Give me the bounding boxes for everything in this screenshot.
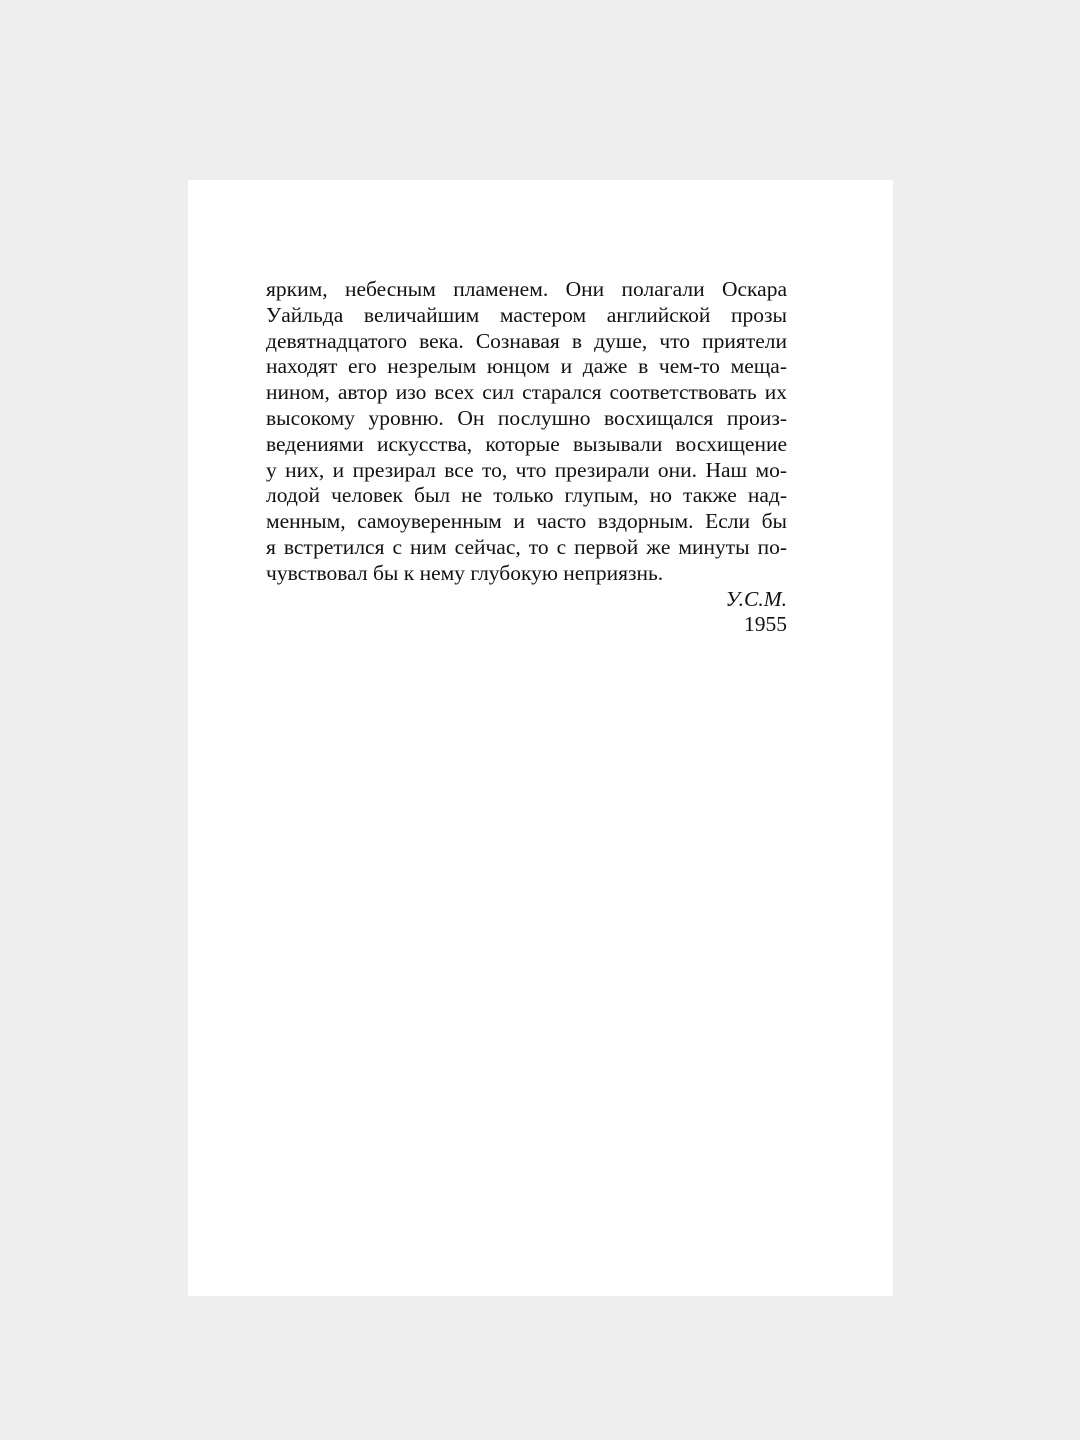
text-line: Уайльда величайшим мастером английской прозы — [266, 302, 787, 327]
text-line: у них, и презирал все то, что презирали они. Наш мо- — [266, 457, 787, 482]
text-line: я встретился с ним сейчас, то с первой же минуты по- — [266, 534, 787, 559]
text-line: нином, автор изо всех сил старался соответствовать их — [266, 380, 787, 405]
text-line: лодой человек был не только глупым, но также над- — [266, 483, 787, 508]
author-initials: У.С.М. — [725, 586, 787, 611]
text-line: менным, самоуверенным и часто вздорным. Если бы — [266, 509, 787, 534]
text-line-last: чувствовал бы к нему глубокую неприязнь. — [266, 560, 664, 585]
text-line: высокому уровню. Он послушно восхищался произ- — [266, 405, 787, 430]
text-line: находят его незрелым юнцом и даже в чем-то меща- — [266, 354, 787, 379]
year: 1955 — [744, 612, 787, 637]
text-line: ярким, небесным пламенем. Они полагали Оскара — [266, 277, 787, 301]
book-page — [188, 180, 893, 1296]
text-line: девятнадцатого века. Сознавая в душе, что приятели — [266, 328, 787, 353]
body-text — [266, 277, 787, 638]
text-line: ведениями искусства, которые вызывали восхищение — [266, 431, 787, 456]
